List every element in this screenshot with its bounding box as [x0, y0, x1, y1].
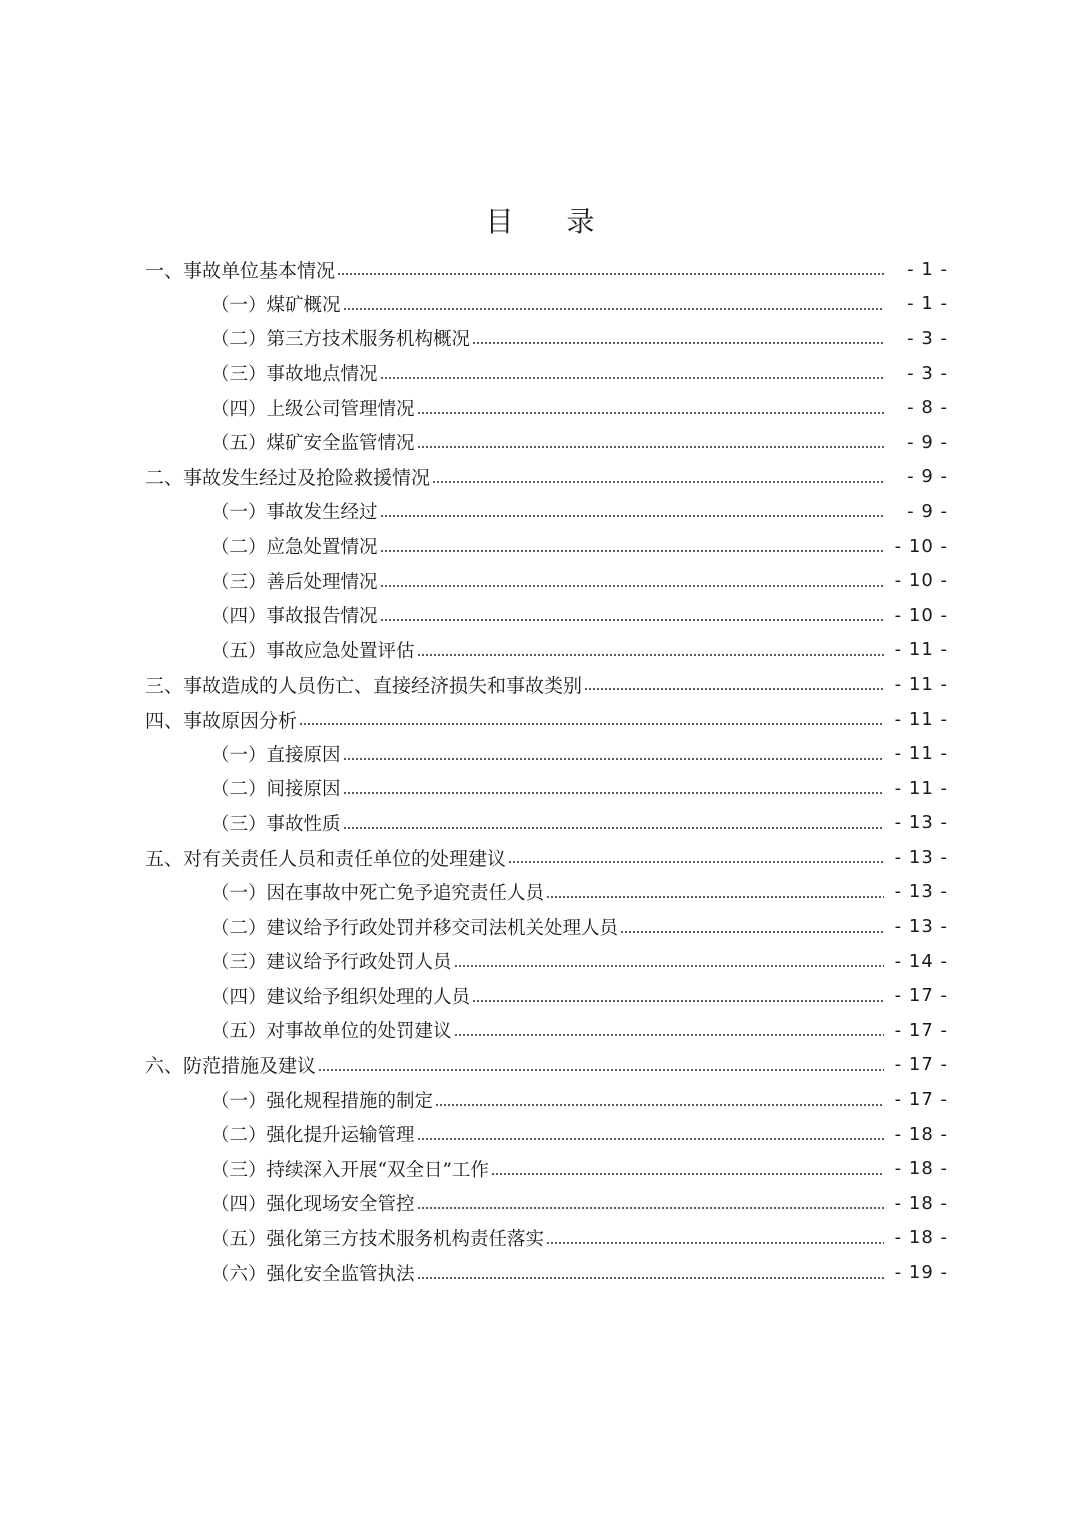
toc-page-number: - 10 -	[894, 570, 948, 592]
toc-entry-label: （四）事故报告情况	[211, 606, 378, 628]
toc-page-number: - 3 -	[907, 362, 948, 384]
page-title: 目 录	[485, 205, 617, 238]
toc-page-number: - 19 -	[894, 1262, 948, 1284]
toc-dot-leader	[417, 446, 884, 448]
toc-page-number: - 13 -	[894, 812, 948, 834]
toc-entry-label: （三）善后处理情况	[211, 571, 378, 593]
toc-entry-label: （五）强化第三方技术服务机构责任落实	[211, 1228, 545, 1250]
toc-subsection-entry[interactable]	[145, 633, 948, 668]
toc-page-number: - 11 -	[894, 743, 948, 765]
toc-entry-label: （三）事故性质	[211, 813, 341, 835]
toc-entry-label: （二）应急处置情况	[211, 537, 378, 559]
toc-page-number: - 11 -	[894, 673, 948, 695]
toc-entry-label: 一、事故单位基本情况	[145, 259, 336, 282]
toc-entry-label: （二）强化提升运输管理	[211, 1125, 415, 1147]
toc-dot-leader	[380, 515, 884, 517]
toc-dot-leader	[454, 965, 884, 967]
toc-dot-leader	[435, 1104, 884, 1106]
toc-page-number: - 13 -	[894, 916, 948, 938]
toc-subsection-entry[interactable]	[145, 875, 948, 910]
toc-entry-label: （五）对事故单位的处罚建议	[211, 1021, 452, 1043]
toc-dot-leader	[417, 412, 884, 414]
toc-entry-label: （四）建议给予组织处理的人员	[211, 986, 471, 1008]
toc-page-number: - 9 -	[907, 431, 948, 453]
toc-entry-label: （一）强化规程措施的制定	[211, 1090, 434, 1112]
toc-page-number: - 10 -	[894, 604, 948, 626]
toc-dot-leader	[318, 1069, 884, 1071]
toc-entry-label: （三）建议给予行政处罚人员	[211, 952, 452, 974]
toc-subsection-entry[interactable]	[145, 978, 948, 1013]
toc-subsection-entry[interactable]	[145, 909, 948, 944]
toc-entry-label: 五、对有关责任人员和责任单位的处理建议	[145, 847, 507, 870]
toc-dot-leader	[546, 1242, 884, 1244]
toc-subsection-entry[interactable]	[145, 529, 948, 564]
toc-subsection-entry[interactable]	[145, 771, 948, 806]
toc-dot-leader	[337, 273, 884, 275]
toc-page-number: - 17 -	[894, 1019, 948, 1041]
toc-page-number: - 3 -	[907, 327, 948, 349]
table-of-contents	[145, 252, 948, 1290]
toc-subsection-entry[interactable]	[145, 736, 948, 771]
toc-dot-leader	[472, 1000, 884, 1002]
toc-page-number: - 18 -	[894, 1123, 948, 1145]
toc-dot-leader	[380, 550, 884, 552]
toc-dot-leader	[546, 896, 884, 898]
toc-entry-label: 六、防范措施及建议	[145, 1055, 317, 1078]
toc-page-number: - 17 -	[894, 985, 948, 1007]
toc-entry-label: （三）事故地点情况	[211, 364, 378, 386]
toc-page-number: - 13 -	[894, 881, 948, 903]
toc-subsection-entry[interactable]	[145, 1221, 948, 1256]
toc-subsection-entry[interactable]	[145, 806, 948, 841]
toc-dot-leader	[417, 1207, 884, 1209]
toc-dot-leader	[343, 308, 884, 310]
toc-dot-leader	[380, 377, 884, 379]
toc-entry-label: （三）持续深入开展“双全日”工作	[211, 1159, 489, 1181]
toc-page-number: - 14 -	[894, 950, 948, 972]
toc-dot-leader	[417, 1138, 884, 1140]
toc-subsection-entry[interactable]	[145, 356, 948, 391]
toc-page-number: - 11 -	[894, 639, 948, 661]
toc-subsection-entry[interactable]	[145, 1013, 948, 1048]
toc-entry-label: （四）上级公司管理情况	[211, 398, 415, 420]
toc-dot-leader	[380, 619, 884, 621]
toc-page-number: - 8 -	[907, 397, 948, 419]
toc-subsection-entry[interactable]	[145, 494, 948, 529]
toc-page-number: - 18 -	[894, 1192, 948, 1214]
toc-dot-leader	[380, 585, 884, 587]
toc-entry-label: （一）直接原因	[211, 744, 341, 766]
toc-entry-label: （四）强化现场安全管控	[211, 1194, 415, 1216]
toc-entry-label: （一）煤矿概况	[211, 294, 341, 316]
toc-dot-leader	[343, 758, 884, 760]
toc-dot-leader	[584, 688, 884, 690]
toc-subsection-entry[interactable]	[145, 321, 948, 356]
toc-dot-leader	[417, 654, 884, 656]
toc-page-number: - 17 -	[894, 1054, 948, 1076]
toc-subsection-entry[interactable]	[145, 563, 948, 598]
toc-page-number: - 18 -	[894, 1158, 948, 1180]
toc-entry-label: （二）间接原因	[211, 779, 341, 801]
toc-page-number: - 13 -	[894, 846, 948, 868]
toc-entry-label: （一）事故发生经过	[211, 502, 378, 524]
toc-subsection-entry[interactable]	[145, 1117, 948, 1152]
toc-entry-label: 四、事故原因分析	[145, 709, 298, 732]
toc-page-number: - 9 -	[907, 466, 948, 488]
toc-dot-leader	[432, 481, 884, 483]
toc-entry-label: （一）因在事故中死亡免予追究责任人员	[211, 882, 545, 904]
toc-subsection-entry[interactable]	[145, 1151, 948, 1186]
toc-page-number: - 9 -	[907, 500, 948, 522]
toc-entry-label: 三、事故造成的人员伤亡、直接经济损失和事故类别	[145, 674, 583, 697]
toc-dot-leader	[343, 792, 884, 794]
toc-dot-leader	[417, 1277, 884, 1279]
toc-dot-leader	[508, 861, 884, 863]
toc-dot-leader	[343, 827, 884, 829]
toc-section-entry[interactable]	[145, 702, 948, 737]
toc-subsection-entry[interactable]	[145, 1255, 948, 1290]
toc-page-number: - 11 -	[894, 708, 948, 730]
toc-subsection-entry[interactable]	[145, 287, 948, 322]
toc-page-number: - 17 -	[894, 1089, 948, 1111]
toc-entry-label: （二）建议给予行政处罚并移交司法机关处理人员	[211, 917, 619, 939]
toc-dot-leader	[472, 342, 884, 344]
toc-page-number: - 1 -	[907, 258, 948, 280]
toc-section-entry[interactable]	[145, 252, 948, 287]
toc-dot-leader	[491, 1173, 884, 1175]
toc-section-entry[interactable]	[145, 840, 948, 875]
toc-entry-label: 二、事故发生经过及抢险救援情况	[145, 467, 431, 490]
toc-dot-leader	[299, 723, 884, 725]
toc-page-number: - 18 -	[894, 1227, 948, 1249]
toc-subsection-entry[interactable]	[145, 425, 948, 460]
toc-page-number: - 11 -	[894, 777, 948, 799]
toc-dot-leader	[454, 1034, 884, 1036]
toc-entry-label: （五）煤矿安全监管情况	[211, 433, 415, 455]
toc-subsection-entry[interactable]	[145, 598, 948, 633]
toc-subsection-entry[interactable]	[145, 1186, 948, 1221]
toc-entry-label: （二）第三方技术服务机构概况	[211, 329, 471, 351]
toc-section-entry[interactable]	[145, 1048, 948, 1083]
toc-subsection-entry[interactable]	[145, 390, 948, 425]
toc-section-entry[interactable]	[145, 460, 948, 495]
toc-subsection-entry[interactable]	[145, 1082, 948, 1117]
toc-subsection-entry[interactable]	[145, 944, 948, 979]
toc-entry-label: （五）事故应急处置评估	[211, 640, 415, 662]
toc-page-number: - 10 -	[894, 535, 948, 557]
toc-dot-leader	[620, 931, 884, 933]
toc-section-entry[interactable]	[145, 667, 948, 702]
toc-entry-label: （六）强化安全监管执法	[211, 1263, 415, 1285]
toc-page-number: - 1 -	[907, 293, 948, 315]
